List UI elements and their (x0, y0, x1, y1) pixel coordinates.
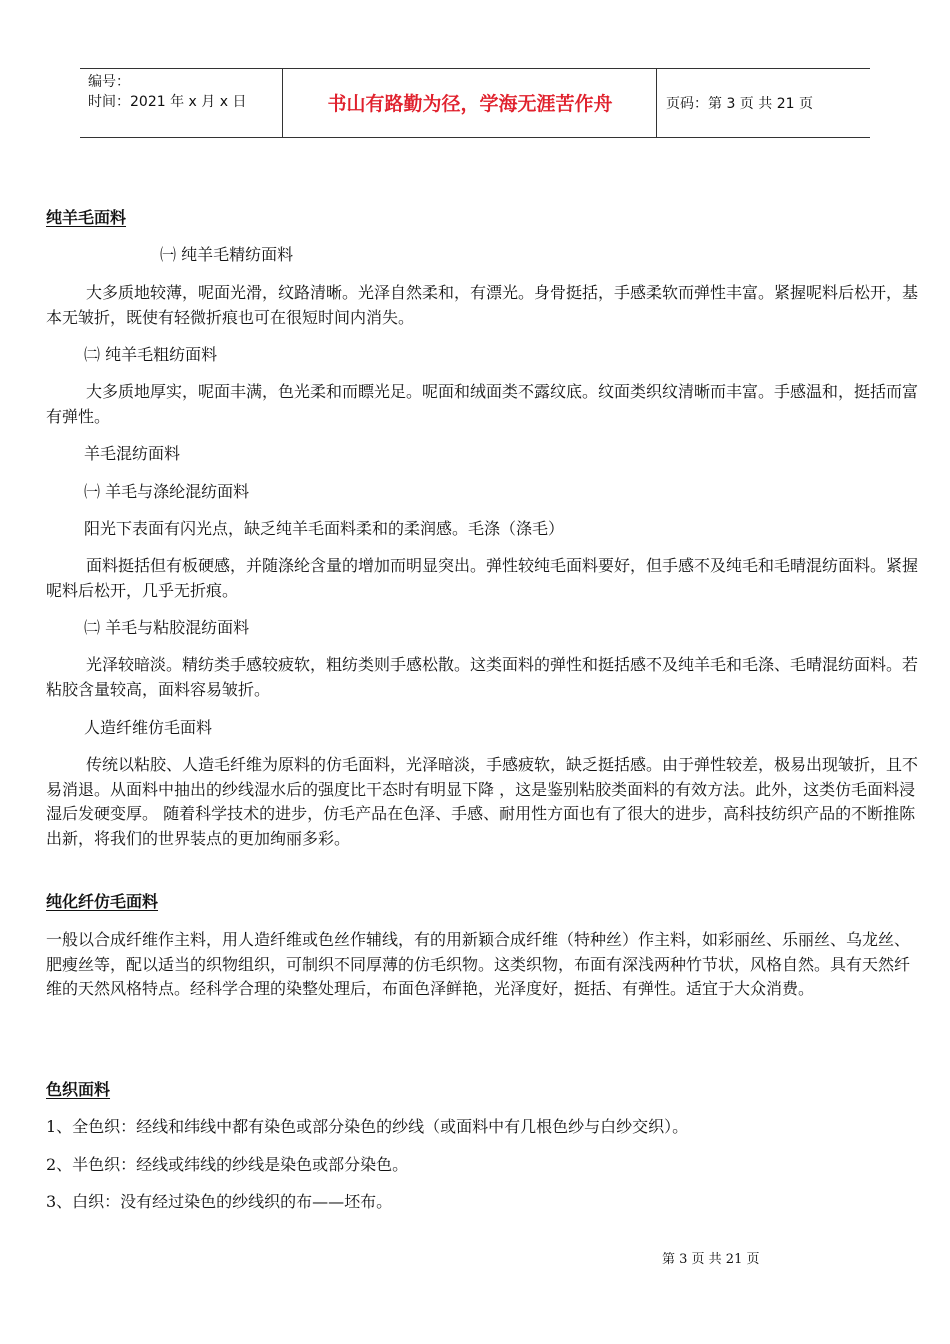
header-left-cell (88, 72, 284, 112)
paragraph-artificial: 传统以粘胶、人造毛纤维为原料的仿毛面料，光泽暗淡，手感疲软，缺乏挺括感。由于弹性较差，极易出现皱折，且不易消退。从面料中抽出的纱线湿水后的强度比干态时有明显下降 ，这是鉴别粘胶类面料的有效方法。此外，这类仿毛面料浸湿后发硬变厚。 随着科学技术的进步，仿毛产品在色泽、手感、耐用性方面也有了很大的进步，高科技纺织产品的不断推陈出新，将我们的世界装点的更加绚丽多彩。 (46, 755, 919, 848)
date-label: 时间：2021 年 x 月 x 日 (88, 94, 247, 110)
subsection-title-polyester: ㈠ 羊毛与涤纶混纺面料 (84, 482, 250, 501)
header-divider (282, 69, 283, 137)
paragraph-polyester-1: 阳光下表面有闪光点，缺乏纯羊毛面料柔和的柔润感。毛涤（涤毛） (84, 519, 565, 538)
paragraph-polyester-2: 面料挺括但有板硬感，并随涤纶含量的增加而明显突出。弹性较纯毛面料要好，但手感不及纯毛和毛晴混纺面料。紧握呢料后松开，几乎无折痕。 (46, 556, 919, 600)
subsection-title-viscose: ㈡ 羊毛与粘胶混纺面料 (84, 618, 250, 637)
header-page-label: 页码：第 3 页 共 21 页 (666, 96, 813, 112)
list-item: 3、白织：没有经过染色的纱线织的布——坯布。 (46, 1192, 393, 1211)
list-item: 2、半色织：经线或纬线的纱线是染色或部分染色。 (46, 1155, 409, 1174)
header-motto: 书山有路勤为径，学海无涯苦作舟 (327, 93, 613, 115)
page-footer: 第 3 页 共 21 页 (662, 1252, 760, 1267)
paragraph-viscose: 光泽较暗淡。精纺类手感较疲软，粗纺类则手感松散。这类面料的弹性和挺括感不及纯羊毛和毛涤、毛晴混纺面料。若粘胶含量较高，面料容易皱折。 (46, 655, 919, 699)
section-title-blend: 羊毛混纺面料 (84, 444, 181, 463)
paragraph-woolen: 大多质地厚实，呢面丰满，色光柔和而瞟光足。呢面和绒面类不露纹底。纹面类织纹清晰而丰富。手感温和，挺括而富有弹性。 (46, 382, 919, 426)
number-label: 编号： (88, 74, 130, 90)
header-divider (656, 69, 657, 137)
section-title-synthetic: 纯化纤仿毛面料 (46, 892, 159, 911)
subsection-title-worsted: ㈠ 纯羊毛精纺面料 (160, 245, 294, 264)
section-title-artificial: 人造纤维仿毛面料 (84, 718, 213, 737)
page-header (80, 68, 870, 138)
section-title-dyed: 色织面料 (46, 1080, 111, 1099)
paragraph-worsted: 大多质地较薄，呢面光滑，纹路清晰。光泽自然柔和，有漂光。身骨挺括，手感柔软而弹性丰富。紧握呢料后松开，基本无皱折，既使有轻微折痕也可在很短时间内消失。 (46, 283, 919, 327)
list-item: 1、全色织：经线和纬线中都有染色或部分染色的纱线（或面料中有几根色纱与白纱交织）。 (46, 1117, 689, 1136)
paragraph-synthetic: 一般以合成纤维作主料，用人造纤维或色丝作辅线，有的用新颖合成纤维（特种丝）作主料，如彩丽丝、乐丽丝、乌龙丝、肥瘦丝等，配以适当的织物组织，可制织不同厚薄的仿毛织物。这类织物，布面有深浅两种竹节状，风格自然。具有天然纤维的天然风格特点。经科学合理的染整处理后，布面色泽鲜艳，光泽度好，挺括、有弹性。适宜于大众消费。 (46, 930, 911, 998)
section-title-pure-wool: 纯羊毛面料 (46, 208, 127, 227)
subsection-title-woolen: ㈡ 纯羊毛粗纺面料 (84, 345, 218, 364)
